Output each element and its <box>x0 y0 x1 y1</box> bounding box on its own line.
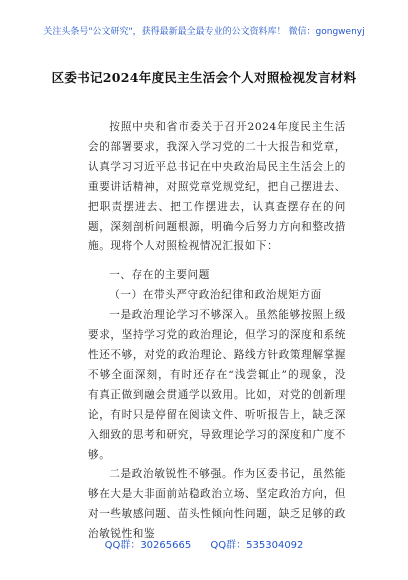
document-body <box>88 118 346 545</box>
section-heading: 一、存在的主要问题 <box>109 269 210 282</box>
intro-paragraph: 按照中央和省市委关于召开2024年度民主生活会的部署要求，我深入学习党的二十大报告和党章，认真学习习近平总书记在中央政治局民主生活会上的重要讲话精神，对照党章党规党纪，把自己摆进去、把职责摆进去、把工作摆进去，认真查摆存在的问题，深刻剖析问题根源，明确今后努力方向和整改措施。现将个人对照检视情况汇报如下： <box>88 121 346 253</box>
document-title: 区委书记2024年度民主生活会个人对照检视发言材料 <box>51 70 357 85</box>
body-paragraph-1: 一是政治理论学习不够深入。虽然能够按照上级要求，坚持学习党的政治理论，但学习的深度和系统性还不够，对党的政治理论、路线方针政策理解掌握不够全面深刻，有时还存在“浅尝辄止”的现象，没有真正做到融会贯通学以致用。比如，对党的创新理论，有时只是停留在阅读文件、听听报告上，缺乏深入细致的思考和研究，导致理论学习的深度和广度不够。 <box>88 309 346 461</box>
header-banner: 关注头条号"公文研究"，获得最新最全最专业的公文资料库！ 微信：gongwenyj <box>43 27 365 37</box>
qq-group-1: QQ群：30265665 <box>104 540 192 551</box>
subsection-heading: （一）在带头严守政治纪律和政治规矩方面 <box>109 289 322 302</box>
body-paragraph-2: 二是政治敏锐性不够强。作为区委书记，虽然能够在大是大非面前站稳政治立场、坚定政治方向，但对一些敏感问题、苗头性倾向性问题，缺乏足够的政治敏锐性和鉴 <box>88 468 346 541</box>
qq-group-2: QQ群：535304092 <box>210 540 304 551</box>
footer-qq-groups <box>0 536 408 551</box>
